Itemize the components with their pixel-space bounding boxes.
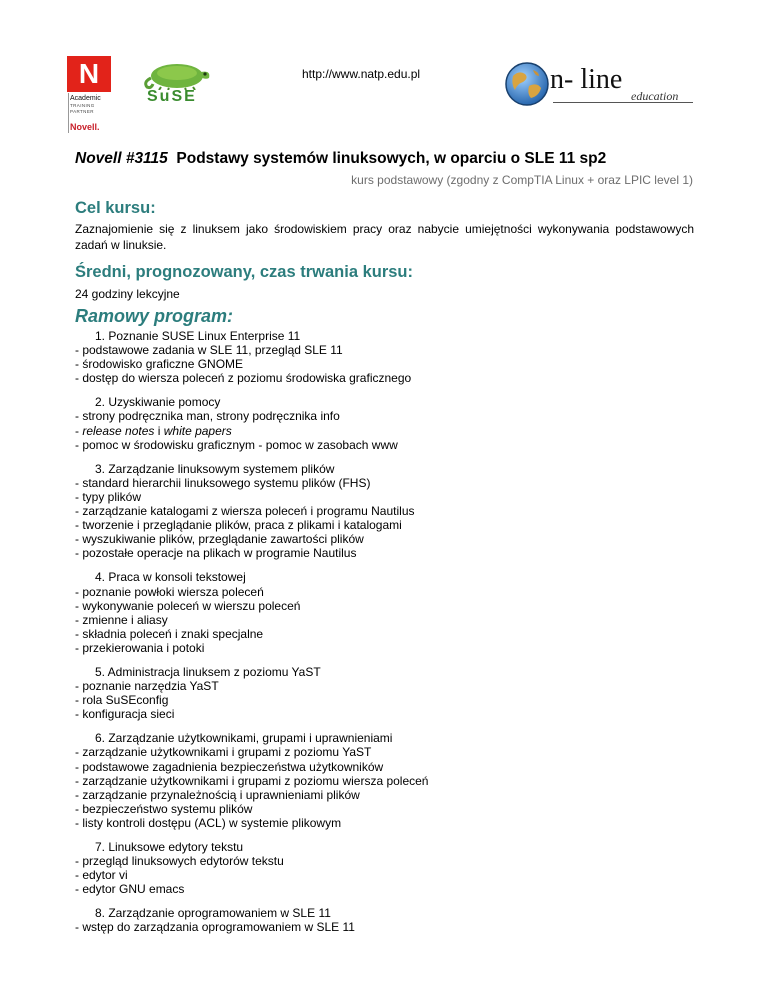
course-subtitle: kurs podstawowy (zgodny z CompTIA Linux + oraz LPIC level 1) — [351, 173, 693, 187]
online-logo-subtext: education — [631, 89, 679, 103]
program-list — [75, 329, 695, 945]
module-item: - strony podręcznika man, strony podręcznika info — [75, 409, 340, 424]
novell-divider — [68, 93, 69, 133]
module-item: - release notes i white papers — [75, 423, 232, 438]
module-item: - podstawowe zagadnienia bezpieczeństwa użytkowników — [75, 759, 384, 774]
program-heading: Ramowy program: — [75, 306, 234, 326]
program-module — [75, 329, 695, 385]
module-item: - wyszukiwanie plików, przeglądanie zawartości plików — [75, 532, 364, 547]
module-item: - listy kontroli dostępu (ACL) w systemie plikowym — [75, 815, 342, 830]
novell-line1: Academic — [70, 95, 101, 102]
module-title: 5. Administracja linuksem z poziomu YaST — [95, 664, 321, 679]
module-item: - przekierowania i potoki — [75, 640, 205, 655]
course-code: Novell #3115 — [75, 150, 168, 167]
novell-brand: Novell. — [70, 122, 100, 132]
program-module — [75, 906, 695, 934]
online-logo-text: n- line — [550, 64, 623, 95]
program-module — [75, 731, 695, 830]
module-item: - bezpieczeństwo systemu plików — [75, 801, 253, 816]
suse-logo — [139, 60, 215, 108]
module-item: - pozostałe operacje na plikach w programie Nautilus — [75, 546, 357, 561]
module-title: 4. Praca w konsoli tekstowej — [95, 570, 246, 585]
novell-academic-logo — [67, 56, 117, 133]
module-item: - typy plików — [75, 489, 142, 504]
module-item: - edytor vi — [75, 868, 128, 883]
program-module — [75, 570, 695, 655]
program-module — [75, 395, 695, 451]
module-item: - edytor GNU emacs — [75, 882, 185, 897]
novell-line2: TRAINING — [70, 103, 95, 108]
novell-n-letter: N — [78, 58, 100, 89]
program-module — [75, 840, 695, 896]
novell-line3: PARTNER — [70, 108, 94, 114]
module-title: 6. Zarządzanie użytkownikami, grupami i uprawnieniami — [95, 731, 393, 746]
module-item: - zarządzanie katalogami z wiersza poleceń i programu Nautilus — [75, 504, 415, 519]
globe-icon — [503, 60, 551, 108]
module-item: - zmienne i aliasy — [75, 612, 168, 627]
module-item: - przegląd linuksowych edytorów tekstu — [75, 854, 284, 869]
goal-text: Zaznajomienie się z linuksem jako środowiskiem pracy oraz nabycie umiejętności wykonywania podstawowych zadań w linuksie. — [75, 222, 694, 252]
module-item: - poznanie narzędzia YaST — [75, 679, 219, 694]
module-item: - rola SuSEconfig — [75, 693, 169, 708]
duration-heading: Średni, prognozowany, czas trwania kursu: — [75, 263, 414, 281]
module-title: 7. Linuksowe edytory tekstu — [95, 840, 244, 854]
module-title: 2. Uzyskiwanie pomocy — [95, 395, 221, 410]
suse-logo-text: SuSE — [147, 88, 197, 105]
module-title: 3. Zarządzanie linuksowym systemem plików — [95, 461, 335, 476]
course-title — [75, 150, 606, 168]
program-module — [75, 462, 695, 561]
module-item: - zarządzanie przynależnością i uprawnieniami plików — [75, 787, 360, 802]
course-name: Podstawy systemów linuksowych, w oparciu o SLE 11 sp2 — [176, 150, 607, 167]
suse-chameleon-icon — [139, 60, 215, 90]
module-item: - wykonywanie poleceń w wierszu poleceń — [75, 598, 301, 613]
module-item: - środowisko graficzne GNOME — [75, 357, 244, 372]
module-item: - dostęp do wiersza poleceń z poziomu środowiska graficznego — [75, 371, 412, 386]
module-item: - poznanie powłoki wiersza poleceń — [75, 584, 264, 599]
module-item: - standard hierarchii linuksowego systemu plików (FHS) — [75, 475, 371, 490]
module-item: - konfiguracja sieci — [75, 707, 175, 722]
program-module — [75, 665, 695, 721]
goal-heading: Cel kursu: — [75, 199, 156, 217]
module-title: 1. Poznanie SUSE Linux Enterprise 11 — [95, 329, 301, 343]
module-item: - tworzenie i przeglądanie plików, praca z plikami i katalogami — [75, 518, 402, 533]
module-item: - podstawowe zadania w SLE 11, przegląd SLE 11 — [75, 343, 343, 358]
module-item: - zarządzanie użytkownikami i grupami z poziomu wiersza poleceń — [75, 773, 429, 788]
module-item: - wstęp do zarządzania oprogramowaniem w SLE 11 — [75, 920, 355, 935]
novell-n-badge — [67, 56, 111, 92]
module-item: - składnia poleceń i znaki specjalne — [75, 626, 264, 641]
module-title: 8. Zarządzanie oprogramowaniem w SLE 11 — [95, 906, 331, 921]
website-url[interactable]: http://www.natp.edu.pl — [302, 67, 421, 81]
novell-partner-text — [70, 95, 101, 114]
module-item: - pomoc w środowisku graficznym - pomoc w zasobach www — [75, 437, 398, 452]
module-item: - zarządzanie użytkownikami i grupami z poziomu YaST — [75, 745, 372, 760]
duration-text: 24 godziny lekcyjne — [75, 287, 180, 301]
online-education-logo — [503, 60, 693, 108]
